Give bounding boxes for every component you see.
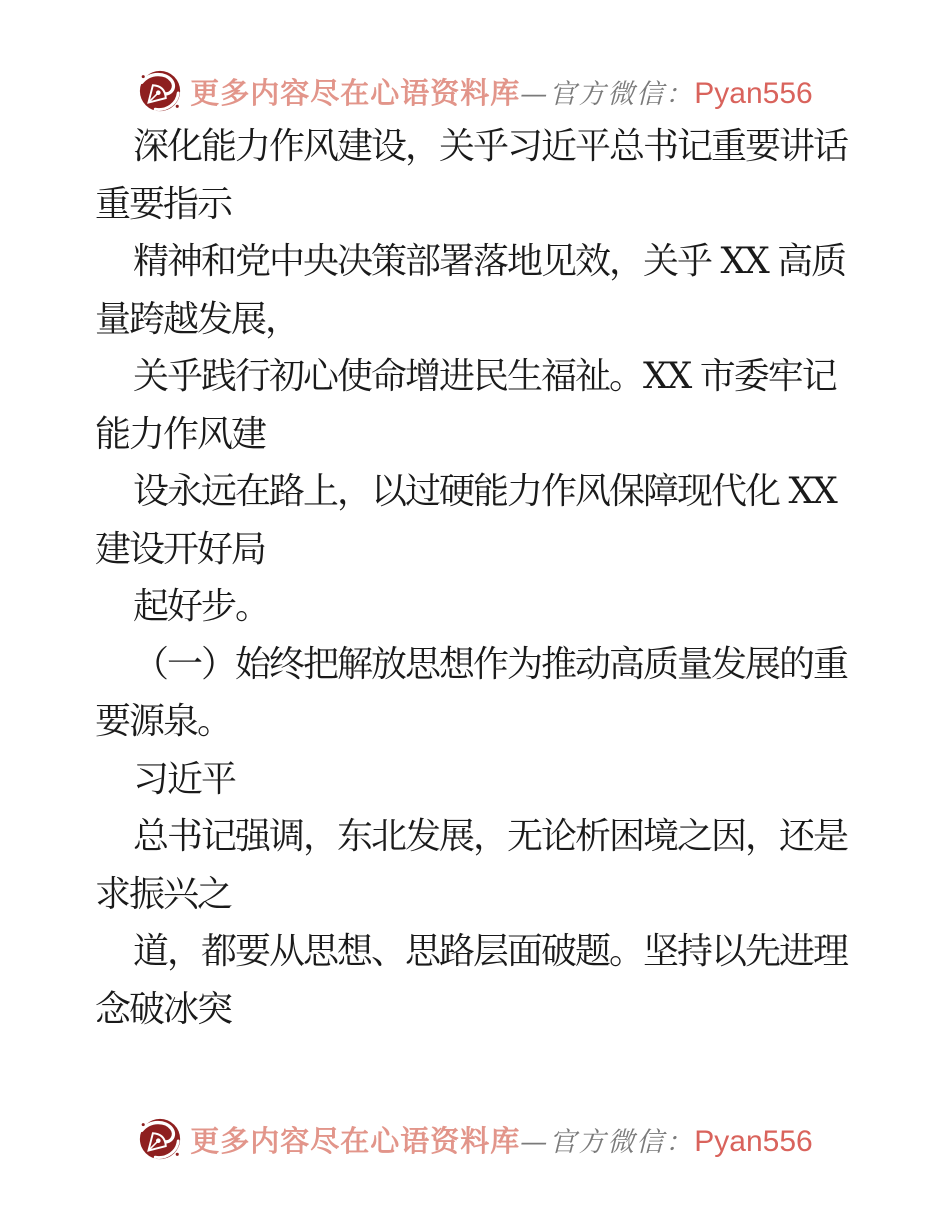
text-line: 精神和党中央决策部署落地见效，关乎 XX 高质 (133, 241, 846, 282)
text-line: （一）始终把解放思想作为推动高质量发展的重 (133, 643, 848, 685)
text-line: 重要指示 (95, 183, 232, 225)
text-line: 总书记强调，东北发展，无论析困境之因，还是 (133, 816, 848, 857)
text-line: 求振兴之 (95, 873, 232, 915)
wechat-label: —官方微信： (520, 78, 695, 110)
text-line: 要源泉。 (95, 701, 232, 742)
pen-nib-emblem-icon (137, 1116, 183, 1162)
text-line: 建设开好局 (95, 528, 266, 570)
text-line: 设永远在路上，以过硬能力作风保障现代化 XX (133, 471, 836, 512)
wechat-label: —官方微信： (520, 1126, 695, 1158)
text-line: 念破冰突 (95, 988, 232, 1030)
text-line: 量跨越发展， (95, 298, 300, 340)
wechat-id: Pyan556 (694, 1124, 813, 1158)
text-line: 能力作风建 (95, 413, 266, 455)
text-line: 习近平 (133, 758, 236, 800)
pen-nib-emblem-icon (137, 68, 183, 114)
header-watermark-text (190, 71, 812, 112)
text-line: 深化能力作风建设，关乎习近平总书记重要讲话 (133, 126, 848, 167)
text-line: 关乎践行初心使命增进民生福祉。XX 市委牢记 (133, 356, 836, 397)
footer-brandbar (0, 1116, 950, 1162)
header-brandbar (0, 68, 950, 114)
text-line: 道，都要从思想、思路层面破题。坚持以先进理 (133, 931, 848, 972)
document-body (95, 118, 865, 1038)
brand-name: 更多内容尽在心语资料库 (190, 1123, 521, 1158)
wechat-id: Pyan556 (694, 76, 813, 110)
text-line: 起好步。 (133, 586, 270, 627)
brand-name: 更多内容尽在心语资料库 (190, 75, 521, 110)
footer-watermark-text (190, 1119, 812, 1160)
